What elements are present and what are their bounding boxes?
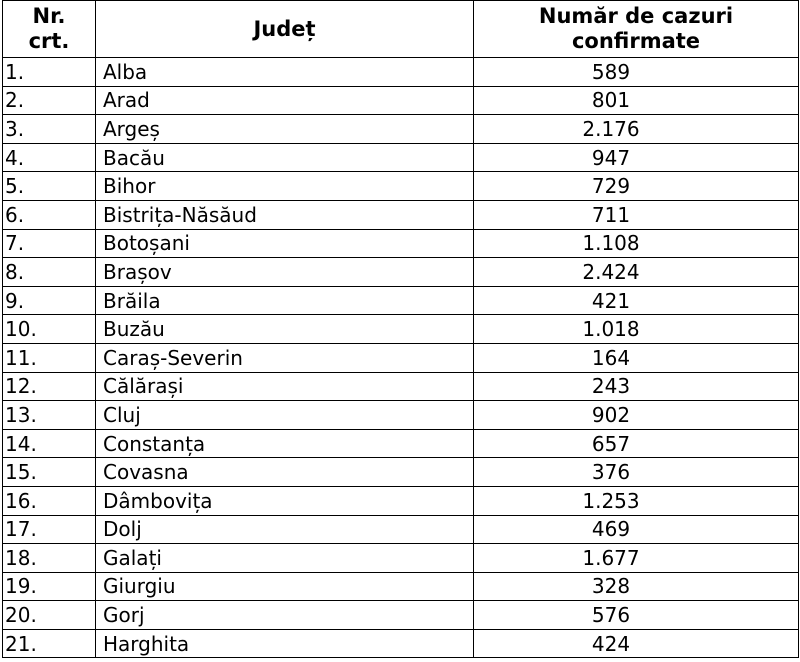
table-row xyxy=(3,86,799,115)
table-row xyxy=(3,172,799,201)
confirmed-cases-cell: 947 xyxy=(474,143,799,172)
county-name-cell: Bacău xyxy=(96,143,474,172)
table-row xyxy=(3,601,799,630)
table-row xyxy=(3,544,799,573)
table-row xyxy=(3,343,799,372)
county-name-cell: Bihor xyxy=(96,172,474,201)
row-number-cell: 5. xyxy=(3,172,96,201)
row-number-cell: 15. xyxy=(3,458,96,487)
table-row xyxy=(3,515,799,544)
county-name-cell: Giurgiu xyxy=(96,572,474,601)
row-number-cell: 9. xyxy=(3,286,96,315)
row-number-cell: 18. xyxy=(3,544,96,573)
confirmed-cases-cell: 576 xyxy=(474,601,799,630)
confirmed-cases-cell: 1.108 xyxy=(474,229,799,258)
row-number-cell: 14. xyxy=(3,429,96,458)
header-judet: Județ xyxy=(96,1,474,58)
table-row xyxy=(3,229,799,258)
confirmed-cases-cell: 2.176 xyxy=(474,115,799,144)
table-row xyxy=(3,572,799,601)
header-nr-line1: Nr. xyxy=(32,4,66,28)
confirmed-cases-cell: 1.253 xyxy=(474,486,799,515)
cases-table xyxy=(2,0,799,658)
row-number-cell: 3. xyxy=(3,115,96,144)
confirmed-cases-cell: 801 xyxy=(474,86,799,115)
county-name-cell: Covasna xyxy=(96,458,474,487)
county-name-cell: Bistrița-Năsăud xyxy=(96,200,474,229)
county-name-cell: Arad xyxy=(96,86,474,115)
header-cazuri-line2: confirmate xyxy=(571,29,701,53)
confirmed-cases-cell: 589 xyxy=(474,58,799,87)
table-row xyxy=(3,315,799,344)
table-row xyxy=(3,486,799,515)
header-cazuri-line1: Număr de cazuri xyxy=(538,4,734,28)
table-row xyxy=(3,458,799,487)
row-number-cell: 12. xyxy=(3,372,96,401)
row-number-cell: 11. xyxy=(3,343,96,372)
table-row xyxy=(3,200,799,229)
table-row xyxy=(3,629,799,658)
row-number-cell: 13. xyxy=(3,401,96,430)
confirmed-cases-cell: 657 xyxy=(474,429,799,458)
table-row xyxy=(3,372,799,401)
table-row xyxy=(3,58,799,87)
confirmed-cases-cell: 902 xyxy=(474,401,799,430)
row-number-cell: 1. xyxy=(3,58,96,87)
table-row xyxy=(3,401,799,430)
county-name-cell: Caraș-Severin xyxy=(96,343,474,372)
row-number-cell: 21. xyxy=(3,629,96,658)
table-row xyxy=(3,143,799,172)
table-row xyxy=(3,286,799,315)
row-number-cell: 17. xyxy=(3,515,96,544)
county-name-cell: Harghita xyxy=(96,629,474,658)
row-number-cell: 16. xyxy=(3,486,96,515)
county-name-cell: Brăila xyxy=(96,286,474,315)
row-number-cell: 8. xyxy=(3,258,96,287)
county-name-cell: Constanța xyxy=(96,429,474,458)
table-body xyxy=(3,58,799,658)
header-nr-crt xyxy=(3,1,96,58)
confirmed-cases-cell: 711 xyxy=(474,200,799,229)
county-name-cell: Călărași xyxy=(96,372,474,401)
county-name-cell: Dâmbovița xyxy=(96,486,474,515)
confirmed-cases-cell: 1.018 xyxy=(474,315,799,344)
confirmed-cases-cell: 164 xyxy=(474,343,799,372)
confirmed-cases-cell: 1.677 xyxy=(474,544,799,573)
county-name-cell: Botoșani xyxy=(96,229,474,258)
row-number-cell: 7. xyxy=(3,229,96,258)
county-name-cell: Galați xyxy=(96,544,474,573)
confirmed-cases-cell: 469 xyxy=(474,515,799,544)
confirmed-cases-cell: 424 xyxy=(474,629,799,658)
county-name-cell: Alba xyxy=(96,58,474,87)
confirmed-cases-cell: 376 xyxy=(474,458,799,487)
table-row xyxy=(3,258,799,287)
header-nr-line2: crt. xyxy=(28,29,70,53)
table-row xyxy=(3,115,799,144)
confirmed-cases-cell: 2.424 xyxy=(474,258,799,287)
confirmed-cases-cell: 421 xyxy=(474,286,799,315)
table-header-row xyxy=(3,1,799,58)
county-name-cell: Brașov xyxy=(96,258,474,287)
confirmed-cases-cell: 328 xyxy=(474,572,799,601)
row-number-cell: 6. xyxy=(3,200,96,229)
county-name-cell: Cluj xyxy=(96,401,474,430)
county-name-cell: Argeș xyxy=(96,115,474,144)
row-number-cell: 20. xyxy=(3,601,96,630)
row-number-cell: 4. xyxy=(3,143,96,172)
header-cazuri xyxy=(474,1,799,58)
county-name-cell: Dolj xyxy=(96,515,474,544)
confirmed-cases-cell: 243 xyxy=(474,372,799,401)
county-name-cell: Buzău xyxy=(96,315,474,344)
table-row xyxy=(3,429,799,458)
confirmed-cases-cell: 729 xyxy=(474,172,799,201)
row-number-cell: 19. xyxy=(3,572,96,601)
county-name-cell: Gorj xyxy=(96,601,474,630)
row-number-cell: 2. xyxy=(3,86,96,115)
row-number-cell: 10. xyxy=(3,315,96,344)
